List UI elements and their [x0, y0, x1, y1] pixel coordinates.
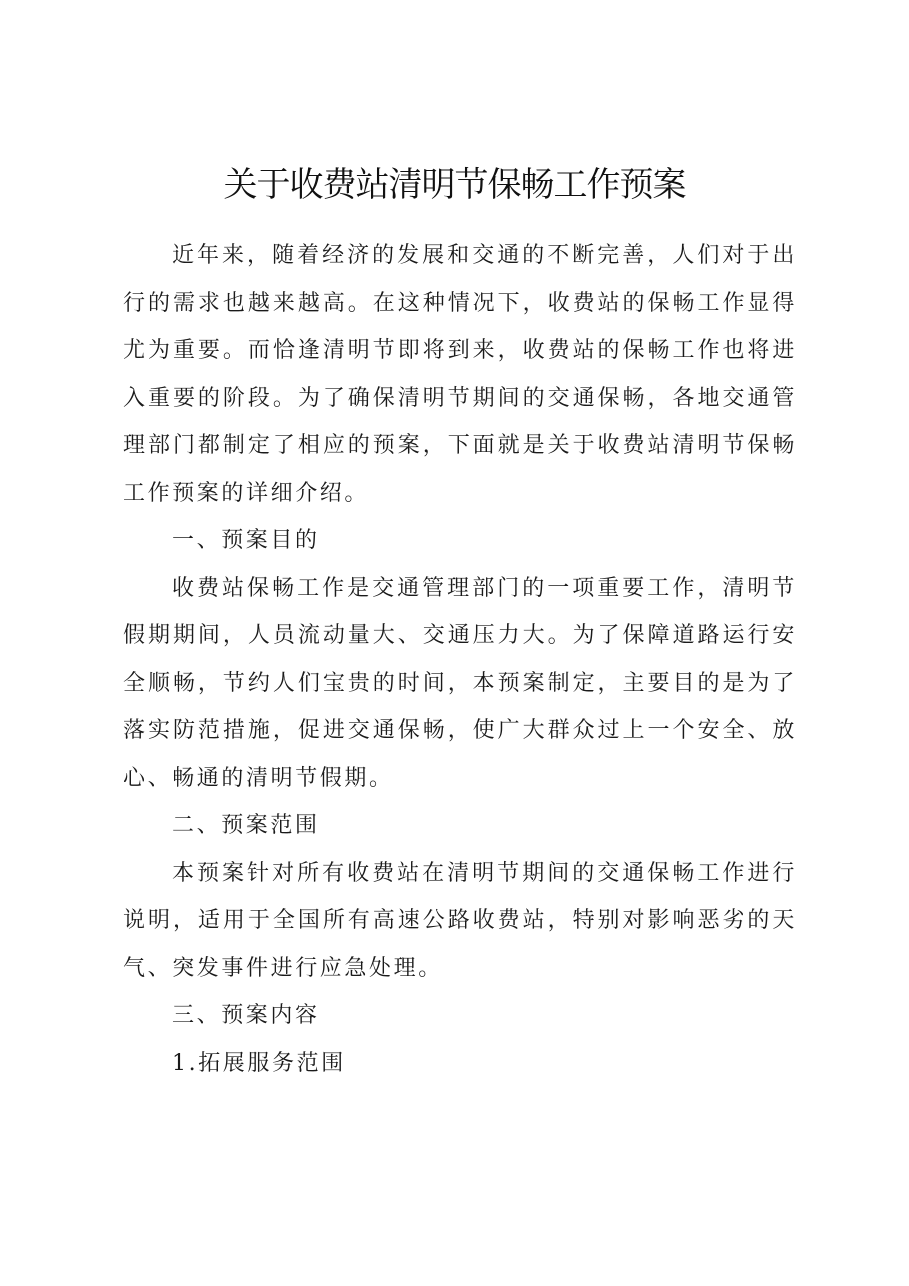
document-body: [123, 232, 797, 1087]
section-heading-content: 三、预案内容: [172, 1003, 320, 1028]
subsection-heading-service: 1.拓展服务范围: [172, 1050, 346, 1076]
scope-paragraph: 本预案针对所有收费站在清明节期间的交通保畅工作进行说明，适用于全国所有高速公路收费站，特别对影响恶劣的天气、突发事件进行应急处理。: [123, 860, 797, 981]
intro-paragraph: 近年来，随着经济的发展和交通的不断完善，人们对于出行的需求也越来越高。在这种情况下，收费站的保畅工作显得尤为重要。而恰逢清明节即将到来，收费站的保畅工作也将进入重要的阶段。为了确保清明节期间的交通保畅，各地交通管理部门都制定了相应的预案，下面就是关于收费站清明节保畅工作预案的详细介绍。: [123, 243, 797, 506]
section-heading-scope: 二、预案范围: [172, 813, 320, 838]
document-title: 关于收费站清明节保畅工作预案: [223, 165, 686, 205]
purpose-paragraph: 收费站保畅工作是交通管理部门的一项重要工作，清明节假期期间，人员流动量大、交通压力大。为了保障道路运行安全顺畅，节约人们宝贵的时间，本预案制定，主要目的是为了落实防范措施，促进交通保畅，使广大群众过上一个安全、放心、畅通的清明节假期。: [123, 575, 797, 791]
section-heading-purpose: 一、预案目的: [172, 528, 320, 553]
